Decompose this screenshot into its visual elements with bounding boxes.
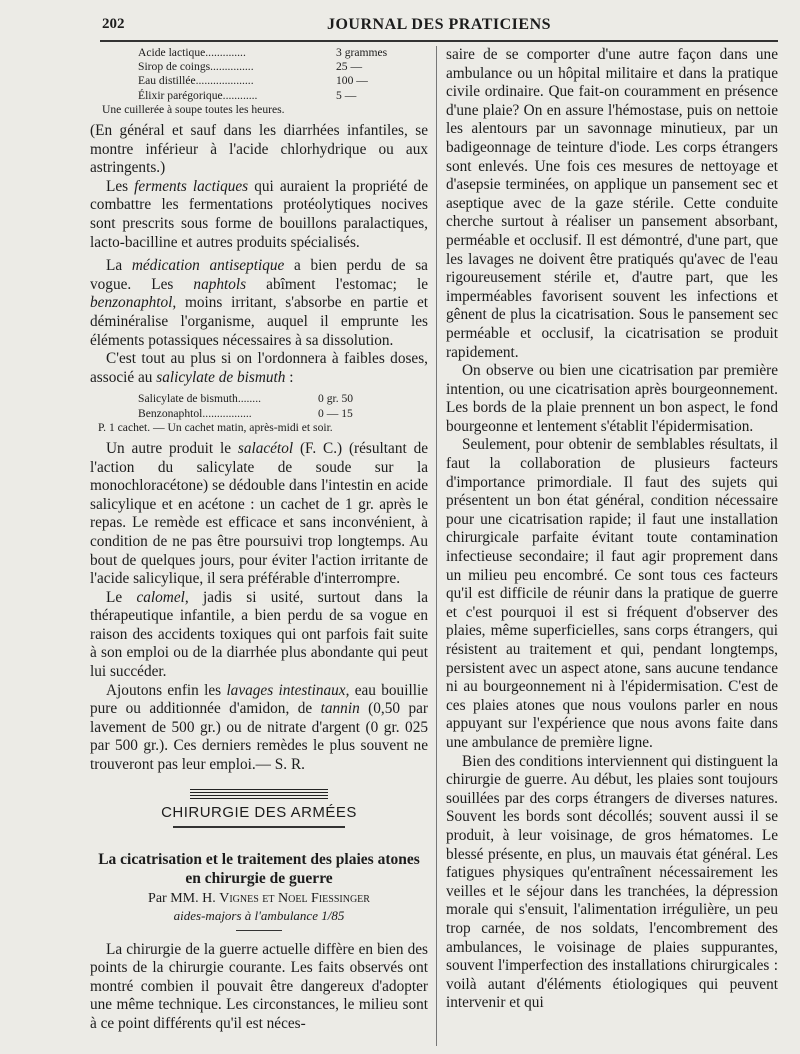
paragraph: Bien des conditions interviennent qui distinguent la chirurgie de guerre. Au début, les plaies sont toujours souillées par des corps étrangers de diverses natures. Souvent les bords sont décollés; souvent aussi il se produit, à leur voisinage, de gros hématomes. Le blessé présente, en plus, un mauvais état général. Les fatigues physiques qu'entraînent nécessairement les veilles et le séjour dans les tranchées, la dépression morale qui s'ensuit, l'alimentation irrégulière, un peu trop carnée, de nos soldats, l'encombrement des ambulances, le voisinage de plaies suppurantes, souvent l'imperfection des installations chirurgicales : voilà autant d'éléments étiologiques qui peuvent intervenir et qui [446, 752, 778, 1012]
paragraph: Un autre produit le salacétol (F. C.) (résultant de l'action du salicylate de soude sur la monochloracétone) se dédouble dans l'intestin en acide salicylique et en acétone : un cachet de 1 gr. après le repas. Le remède est efficace et sans inconvénient, à condition de ne pas être poursuivi trop longtemps. Au bout de quelques jours, pour éviter l'action irritante de l'acide salicylique, il sera préférable d'interrompre. [90, 439, 429, 588]
prescription-lactic [90, 46, 428, 117]
article-rule [236, 930, 282, 931]
article-authors: Par MM. H. Vignes et Noel Fiessinger [148, 890, 370, 906]
prescription-line: Élixir parégorique............ 5 — [138, 88, 357, 102]
paragraph: C'est tout au plus si on l'ordonnera à faibles doses, associé au salicylate de bismuth : [90, 350, 428, 386]
page-header [100, 12, 778, 38]
section-title: CHIRURGIE DES ARMÉES [161, 803, 357, 821]
journal-title: JOURNAL DES PRATICIENS [326, 16, 552, 33]
prescription-note: P. 1 cachet. — Un cachet matin, après-midi et soir. [98, 420, 333, 434]
page-number: 202 [102, 16, 125, 32]
prescription-line: Acide lactique.............. 3 grammes [138, 46, 388, 59]
section-underline [173, 826, 345, 828]
section-ornament [190, 789, 328, 799]
prescription-line: Salicylate de bismuth........ 0 gr. 50 [138, 392, 354, 406]
paragraph: La médication antiseptique a bien perdu de sa vogue. Les naphtols abîment l'estomac; le benzonaphtol, moins irritant, s'absorbe en partie et déminéralise l'organisme, auquel il emprunte les éléments potassiques nécessaires à sa dissolution. [90, 257, 428, 349]
paragraph: Le calomel, jadis si usité, surtout dans la thérapeutique infantile, a bien perdu de sa vogue en raison des accidents toxiques qui ont parfois fait suite à son emploi ou de la diarrhée plus abondante qui peut lui succéder. [90, 588, 428, 681]
prescription-line: Sirop de coings............... 25 — [138, 60, 363, 74]
paragraph: La chirurgie de la guerre actuelle diffère en bien des points de la chirurgie courante. Les faits observés ont montré combien il pouvait être dangereux d'adopter une même technique. Les circonstances, le milieu sont à ce point différents qu'il est néces- [90, 940, 428, 1032]
paragraph: Seulement, pour obtenir de semblables résultats, il faut la collaboration de plusieurs facteurs d'importance primordiale. Il faut des sujets qui présentent un bon état général, condition nécessaire pour une cicatrisation rapide; il faut une installation chirurgicale parfaite évitant toute contamination infectieuse secondaire; il faut agir proprement dans un milieu peu encombré. Ce sont tous ces facteurs qu'il est difficile de réunir dans la pratique de guerre et c'est pourquoi il est si fréquent d'observer des plaies, même superficielles, sans corps étrangers, qui résistent au traitement et qui, pendant longtemps, persistent avec un aspect atone, sans aucune tendance ni au bourgeonnement ni à l'épidermisation. C'est de ces plaies atones que nous voulons parler en nous appuyant sur l'expérience que nous avons faite dans une ambulance de première ligne. [446, 436, 778, 751]
prescription-bismuth [90, 392, 428, 435]
column-divider [436, 46, 437, 1046]
paragraph: Ajoutons enfin les lavages intestinaux, eau bouillie pure ou additionnée d'amidon, de tannin (0,50 par lavement de 500 gr.) ou de nitrate d'argent (0 gr. 025 par 500 gr.). Ces derniers remèdes le plus souvent ne trouveront pas leur emploi.— S. R. [90, 681, 429, 774]
left-column [90, 46, 428, 1034]
paragraph: saire de se comporter d'une autre façon dans une ambulance ou un hôpital militaire et dans la pratique civile ordinaire. Que fait-on couramment en présence d'une plaie? On en assure l'hémostase, puis on nettoie les alentours par un savonnage minutieux, par un badigeonnage de teinture d'iode. Les corps étrangers sont enlevés. Une fois ces mesures de nettoyage et d'asepsie terminées, on applique un pansement sec et aseptique avec de la gaze stérile. Cette conduite cherche surtout à réaliser un pansement absorbant, perméable et occlusif. Il est démontré, d'une part, que les lavages ne doivent être pratiqués qu'avec de l'eau rigoureusement stérile et, d'autre part, que les imperméables favorisent souvent les infections et gênent de plus la cicatrisation. Sous le pansement sec perméable et occlusif, la cicatrisation se produit rapidement. [446, 46, 778, 361]
prescription-line: Eau distillée.................... 100 — [138, 74, 368, 88]
paragraph: On observe ou bien une cicatrisation par première intention, ou une cicatrisation après bourgeonnement. Les bords de la plaie prennent un bon aspect, le fond bourgeonne et lentement s'établit l'épidermisation. [446, 362, 778, 435]
paragraph: Les ferments lactiques qui auraient la propriété de combattre les fermentations protéolytiques nocives sont prescrits sous forme de bouillons paralactiques, lacto-bacilline et autres produits spécialisés. [90, 177, 428, 251]
prescription-note: Une cuillerée à soupe toutes les heures. [102, 102, 285, 116]
prescription-line: Benzonaphtol................. 0 — 15 [138, 406, 353, 420]
right-column [446, 46, 778, 1013]
header-rule [100, 40, 778, 42]
author-role: aides-majors à l'ambulance 1/85 [173, 907, 345, 923]
article-title: La cicatrisation et le traitement des plaies atones en chirurgie de guerre [98, 850, 420, 887]
paragraph: (En général et sauf dans les diarrhées infantiles, se montre inférieur à l'acide chlorhydrique ou aux astringents.) [90, 122, 428, 177]
